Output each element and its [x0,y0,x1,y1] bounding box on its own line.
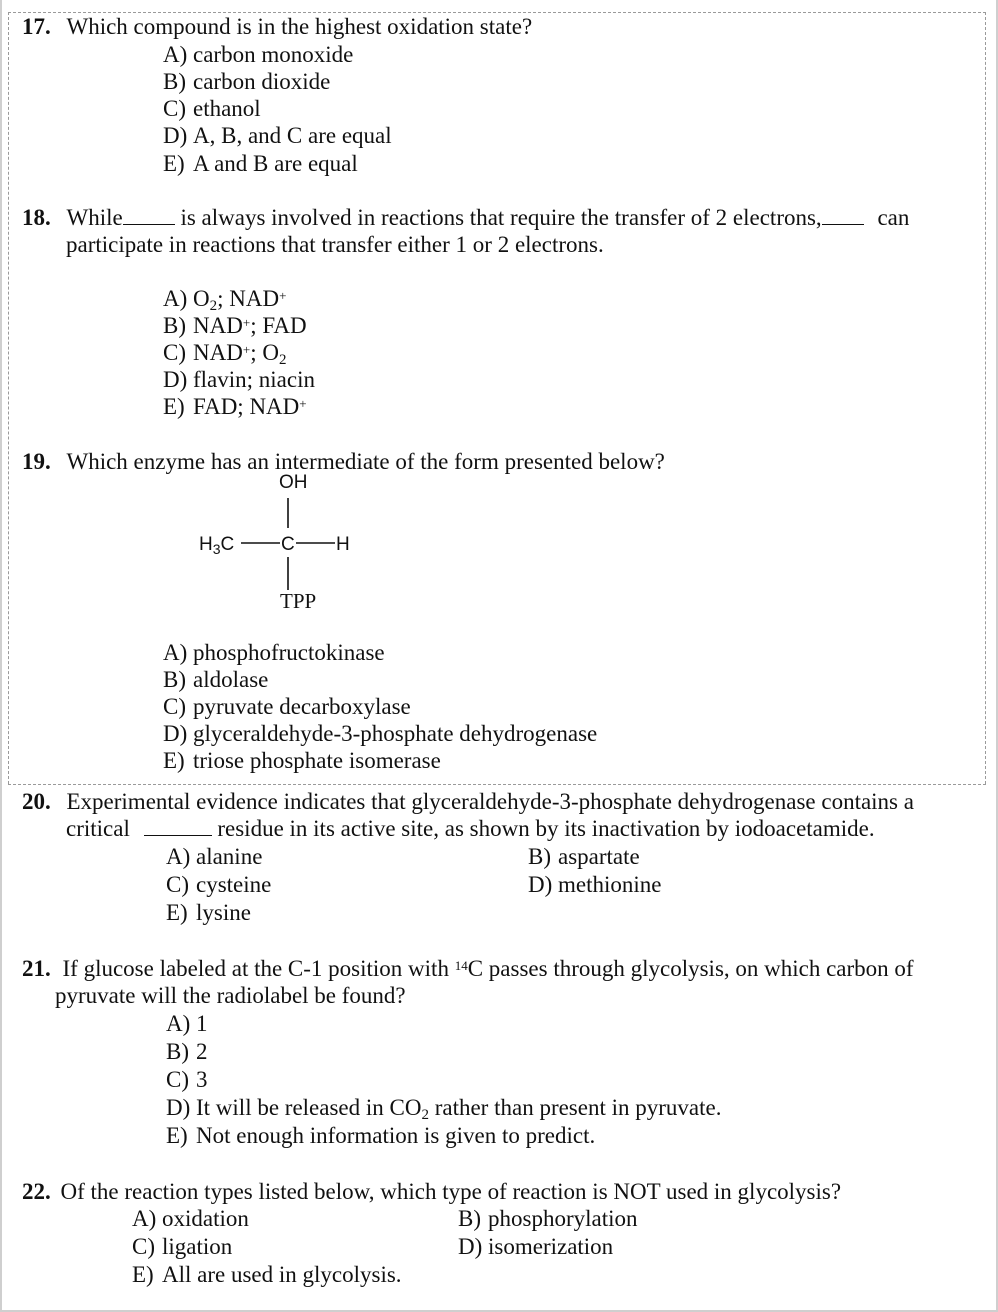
option-c[interactable] [163,693,411,720]
option-text: ethanol [193,96,261,121]
option-text: phosphorylation [488,1206,638,1231]
question-number: 21. [22,956,51,981]
question-text-line2 [66,815,875,842]
question-text: Of the reaction types listed below, which type of reaction is NOT used in glycolysis? [60,1179,842,1204]
option-b[interactable] [163,666,268,693]
option-letter: B) [166,1039,189,1064]
option-letter: D) [163,367,188,392]
option-letter: E) [132,1262,154,1287]
option-a[interactable] [163,41,353,68]
option-letter: B) [458,1206,481,1231]
option-b[interactable] [166,1038,208,1065]
question-22 [22,1178,841,1205]
question-text-line2: participate in reactions that transfer either 1 or 2 electrons. [66,232,604,257]
question-text: Which compound is in the highest oxidation state? [66,14,533,39]
option-text: cysteine [196,872,272,897]
question-text-line2: pyruvate will the radiolabel be found? [55,983,406,1008]
question-number: 22. [22,1179,51,1204]
option-text: carbon monoxide [193,42,354,67]
chemical-structure [195,468,355,618]
option-e[interactable] [132,1261,402,1288]
option-letter: E) [163,151,185,176]
option-letter: A) [163,286,188,311]
option-text: $O_2$; NAD+ [193,286,287,314]
option-letter: C) [163,96,186,121]
option-letter: C) [166,1067,189,1092]
option-letter: D) [163,123,188,148]
structure-hydrogen: H [336,534,350,555]
question-text: Which enzyme has an intermediate of the form presented below? [66,449,665,474]
option-text: 3 [196,1067,208,1092]
option-letter: B) [163,313,186,338]
option-d[interactable] [528,871,661,898]
option-text: flavin; niacin [193,367,315,392]
option-d[interactable] [163,122,392,149]
option-text: FAD; NAD+ [193,394,307,419]
cut-border-top [8,12,986,784]
option-c[interactable] [166,871,271,898]
option-text: aspartate [558,844,640,869]
option-c[interactable] [163,95,261,122]
cut-line [8,784,986,785]
option-letter: A) [132,1206,157,1231]
option-b[interactable] [163,312,307,339]
option-letter: C) [132,1234,155,1259]
option-letter: A) [166,1011,191,1036]
option-a[interactable] [166,1010,208,1037]
question-text-part1: If glucose labeled at the C-1 position with [62,956,449,981]
option-b[interactable] [163,68,330,95]
option-text: All are used in glycolysis. [162,1262,402,1287]
option-letter: B) [163,69,186,94]
option-text: 2 [196,1039,208,1064]
option-text: NAD+; FAD [193,313,307,338]
option-e[interactable] [163,150,358,177]
question-21 [22,955,914,982]
option-b[interactable] [458,1205,638,1232]
isotope-mass: 14 [454,958,468,973]
option-a[interactable] [166,843,262,870]
option-d[interactable] [163,366,315,393]
option-text: Not enough information is given to predict. [196,1123,596,1148]
option-text: glyceraldehyde-3-phosphate dehydrogenase [193,721,598,746]
question-number: 19. [22,449,51,474]
option-text: 1 [196,1011,208,1036]
question-20 [22,788,914,815]
option-letter: B) [528,844,551,869]
question-text-part1: critical [66,816,130,841]
option-letter: E) [163,394,185,419]
option-c[interactable] [132,1233,232,1260]
option-d[interactable] [458,1233,613,1260]
option-text: pyruvate decarboxylase [193,694,411,719]
option-text: triose phosphate isomerase [193,748,441,773]
answer-blank [822,204,864,225]
question-text-part2: residue in its active site, as shown by its inactivation by iodoacetamide. [217,816,875,841]
option-letter: D) [528,872,553,897]
option-d[interactable] [163,720,597,747]
option-text: A and B are equal [193,151,358,176]
structure-tpp: TPP [280,589,317,613]
option-letter: E) [166,900,188,925]
option-letter: B) [163,667,186,692]
option-text: ligation [162,1234,233,1259]
option-text: phosphofructokinase [193,640,385,665]
option-text: lysine [196,900,251,925]
option-letter: C) [166,872,189,897]
option-text: alanine [196,844,263,869]
option-letter: C) [163,694,186,719]
option-letter: A) [166,844,191,869]
option-e[interactable] [166,899,251,926]
option-b[interactable] [528,843,640,870]
option-text: A, B, and C are equal [193,123,392,148]
option-e[interactable] [163,747,441,774]
option-letter: A) [163,42,188,67]
option-text: oxidation [162,1206,249,1231]
option-letter: D) [166,1095,191,1120]
option-e[interactable] [166,1122,595,1149]
question-17 [22,13,532,40]
option-a[interactable] [132,1205,249,1232]
structure-hydroxyl: OH [279,472,308,493]
question-text-line1: Experimental evidence indicates that glyceraldehyde-3-phosphate dehydrogenase contains a [66,789,914,814]
structure-central-carbon: C [281,534,295,555]
option-a[interactable] [163,639,385,666]
option-text: carbon dioxide [193,69,331,94]
option-letter: A) [163,640,188,665]
option-letter: D) [163,721,188,746]
answer-blank [123,204,175,225]
question-number: 17. [22,14,51,39]
option-letter: E) [163,748,185,773]
structure-methyl: $H_3C$ [199,534,235,557]
question-18 [22,204,909,231]
option-text: aldolase [193,667,269,692]
option-letter: C) [163,340,186,365]
option-text: It will be released in $CO_2$ rather than present in pyruvate. [196,1095,722,1123]
option-c[interactable] [166,1066,208,1093]
question-number: 18. [22,205,51,230]
question-text-part1: While [66,205,123,230]
option-text: NAD+; $O_2$ [193,340,287,368]
option-letter: D) [458,1234,483,1259]
question-text-part2: is always involved in reactions that require the transfer of 2 electrons, [180,205,822,230]
question-text-part2: C passes through glycolysis, on which carbon of [467,956,914,981]
option-e[interactable] [163,393,307,420]
question-number: 20. [22,789,51,814]
option-text: isomerization [488,1234,614,1259]
question-text-part3: can [877,205,910,230]
option-text: methionine [558,872,662,897]
option-letter: E) [166,1123,188,1148]
option-d[interactable] [166,1094,721,1125]
answer-blank [144,815,212,836]
